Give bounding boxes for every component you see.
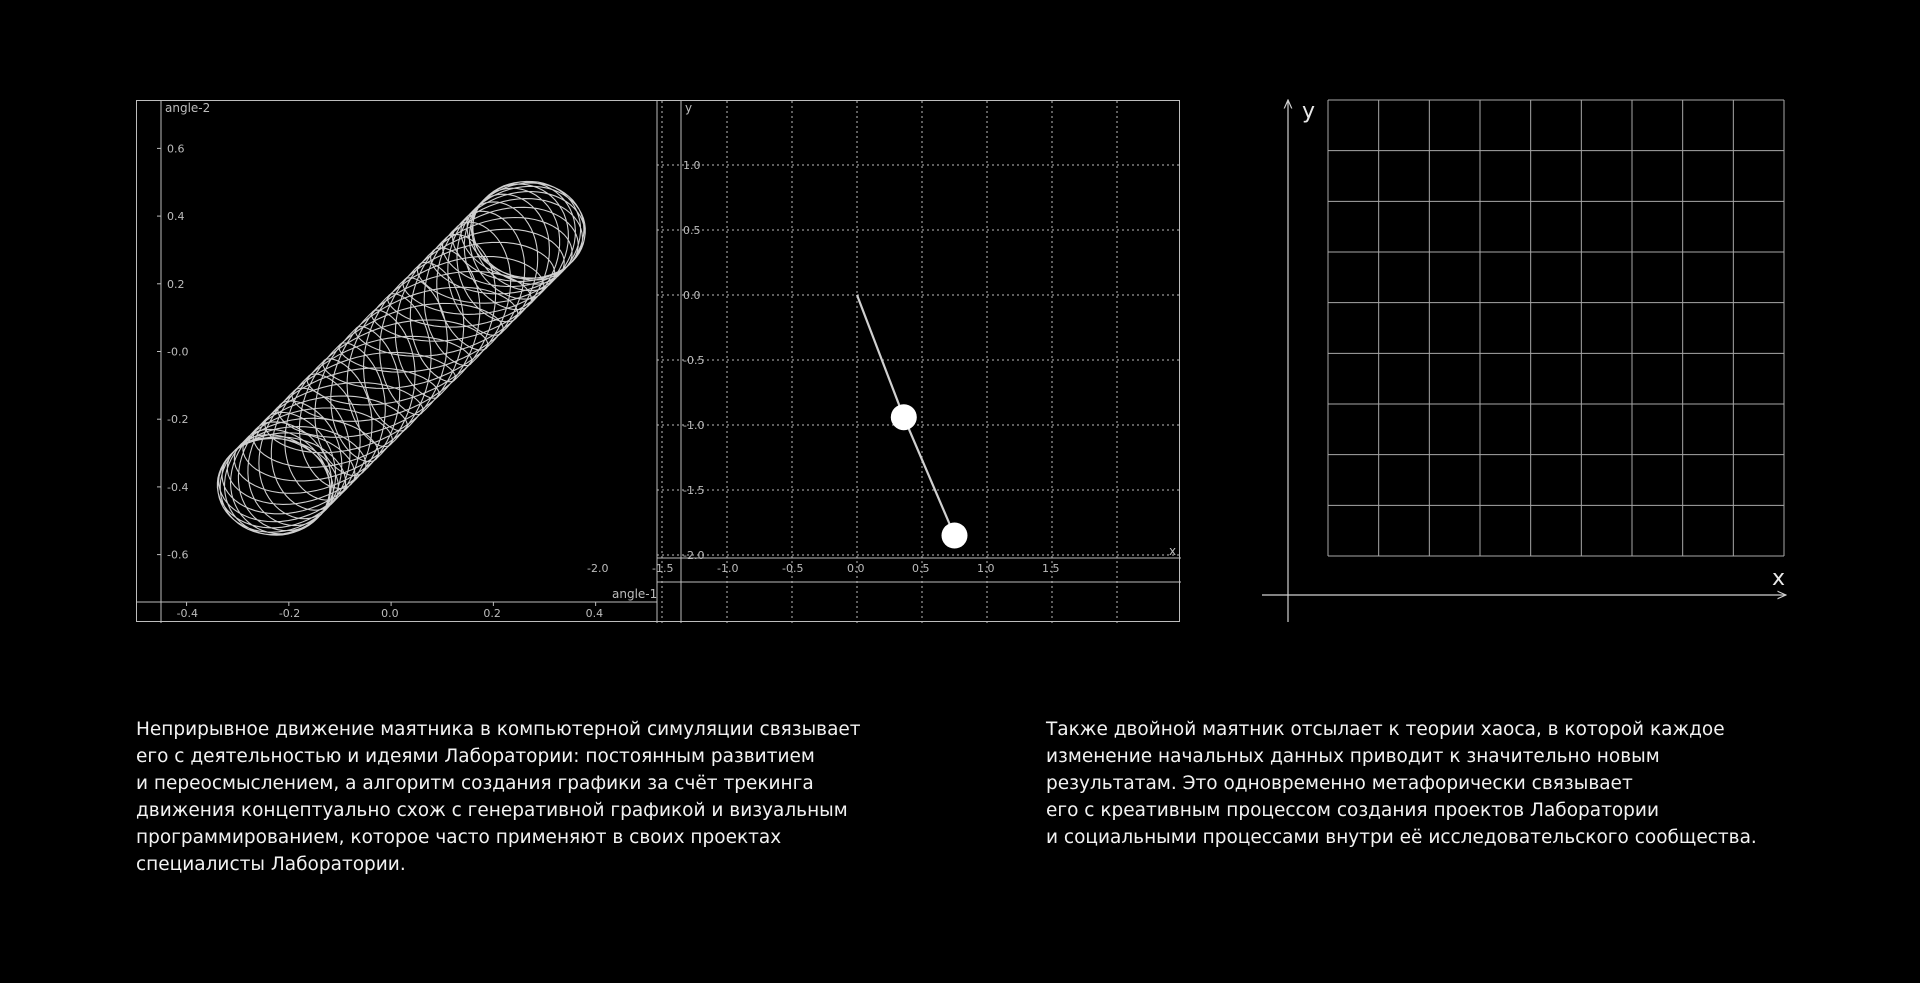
- pendulum-rod-1: [857, 295, 904, 417]
- left-text-line: специалисты Лаборатории.: [136, 854, 406, 875]
- simulation-panel: [136, 100, 1180, 622]
- angle-y-tick-label: 0.6: [167, 142, 185, 156]
- angle-trajectory-line: [217, 181, 585, 535]
- pendulum-y-tick-label: -1.5: [683, 484, 705, 497]
- angle-y-axis-title: angle-2: [165, 101, 211, 115]
- angle-x-tick-label: 0.4: [585, 607, 604, 620]
- pendulum-x-tick-label: 1.5: [1042, 562, 1060, 575]
- pendulum-x-tick-label: -1.5: [652, 562, 674, 575]
- pendulum-x-tick-label: -0.5: [782, 562, 804, 575]
- angle-y-tick-label: -0.2: [167, 413, 189, 427]
- pendulum-x-tick-label: -1.0: [717, 562, 739, 575]
- angle-y-tick-label: 0.4: [167, 210, 185, 224]
- right-text-line: его с креативным процессом создания проектов Лаборатории: [1046, 800, 1659, 821]
- angle-y-tick-label: -0.6: [167, 548, 189, 562]
- grid-x-axis-label: x: [1772, 566, 1786, 591]
- left-text-line: его с деятельностью и идеями Лаборатории: постоянным развитием: [136, 746, 815, 767]
- angle-y-tick-label: -0.0: [167, 345, 189, 359]
- angle-x-tick-label: 0.2: [483, 607, 501, 620]
- angle-x-tick-label: 0.0: [381, 607, 399, 620]
- pendulum-y-tick-label: -2.0: [683, 549, 705, 562]
- grid-y-axis-label: y: [1302, 99, 1316, 124]
- description-left: [136, 716, 861, 878]
- pendulum-x-tick-label: -2.0: [587, 562, 609, 575]
- angle-x-axis-title: angle-1: [612, 587, 658, 601]
- angle-x-tick-label: -0.2: [278, 607, 301, 620]
- pendulum-plot: [587, 101, 1181, 623]
- pendulum-x-tick-label: 1.0: [977, 562, 995, 575]
- pendulum-y-axis-title: y: [685, 101, 693, 115]
- right-text-line: и социальными процессами внутри её исследовательского сообщества.: [1046, 827, 1757, 848]
- pendulum-y-tick-label: 0.5: [683, 224, 701, 237]
- empty-xy-grid-chart: [1260, 90, 1790, 630]
- left-text-line: движения концептуально схож с генеративной графикой и визуальным: [136, 800, 848, 821]
- pendulum-y-tick-label: -1.0: [683, 419, 705, 432]
- angle-y-tick-label: 0.2: [167, 277, 185, 291]
- pendulum-bob-1: [891, 404, 917, 430]
- right-text-line: результатам. Это одновременно метафорически связывает: [1046, 773, 1633, 794]
- right-text-line: Также двойной маятник отсылает к теории хаоса, в которой каждое: [1046, 719, 1725, 740]
- pendulum-x-axis-title: x: [1169, 544, 1177, 558]
- pendulum-y-tick-label: 1.0: [683, 159, 701, 172]
- pendulum-rod-2: [904, 417, 955, 535]
- pendulum-y-tick-label: -0.5: [683, 354, 705, 367]
- left-text-line: Неприрывное движение маятника в компьютерной симуляции связывает: [136, 719, 861, 740]
- right-text-line: изменение начальных данных приводит к значительно новым: [1046, 746, 1660, 767]
- angle-y-tick-label: -0.4: [167, 480, 189, 494]
- simulation-svg: [137, 101, 1181, 623]
- left-text-line: программированием, которое часто применяют в своих проектах: [136, 827, 782, 848]
- pendulum-x-tick-label: 0.0: [847, 562, 865, 575]
- angle-x-tick-label: -0.4: [176, 607, 199, 620]
- description-right: [1046, 716, 1757, 851]
- left-text-line: и переосмыслением, а алгоритм создания графики за счёт трекинга: [136, 773, 814, 794]
- pendulum-bob-2: [942, 523, 968, 549]
- pendulum-x-tick-label: 0.5: [912, 562, 930, 575]
- angle-phase-plot: [137, 101, 657, 623]
- pendulum-y-tick-label: 0.0: [683, 289, 701, 302]
